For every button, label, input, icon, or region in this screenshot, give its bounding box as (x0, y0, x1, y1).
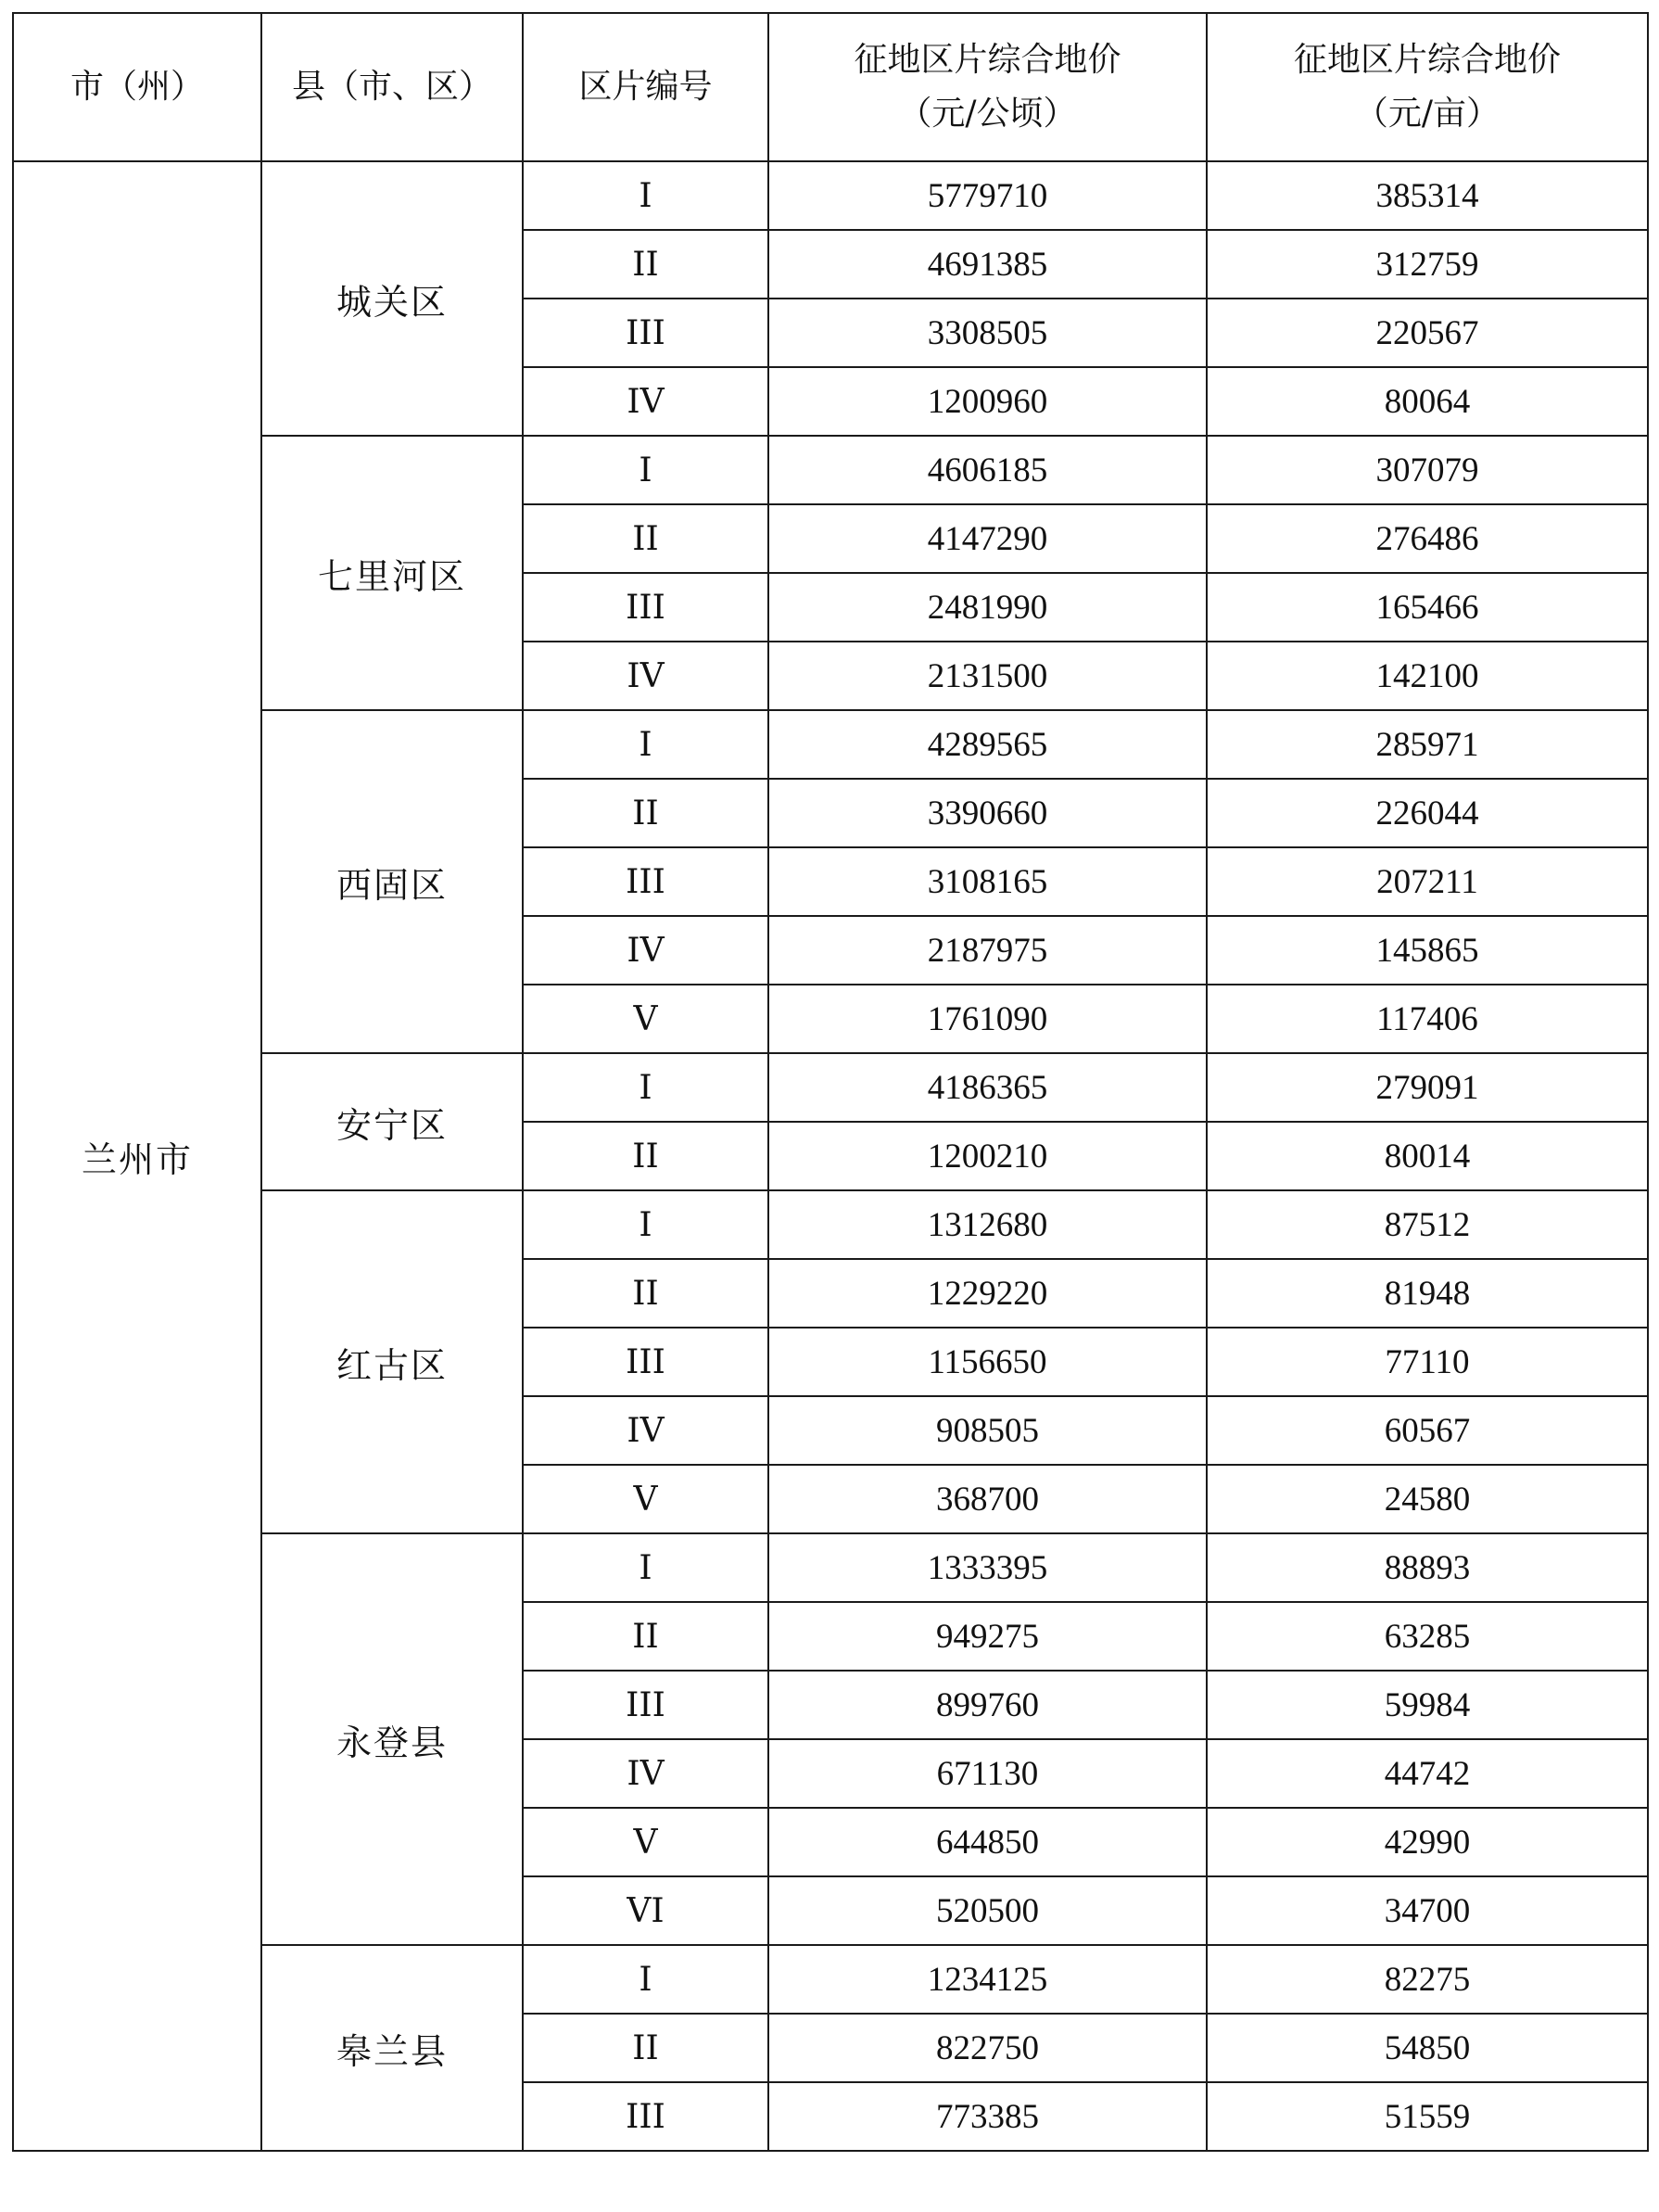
price-per-hectare-cell: 4147290 (768, 504, 1207, 573)
header-price-per-mu (1207, 13, 1648, 161)
price-per-mu-cell: 285971 (1207, 710, 1648, 779)
price-per-hectare-cell: 3108165 (768, 847, 1207, 916)
price-per-mu-cell: 307079 (1207, 436, 1648, 504)
price-per-mu-cell: 42990 (1207, 1808, 1648, 1876)
price-per-mu-cell: 80014 (1207, 1122, 1648, 1190)
price-per-hectare-cell: 822750 (768, 2014, 1207, 2082)
price-per-mu-cell: 44742 (1207, 1739, 1648, 1808)
price-per-mu-cell: 207211 (1207, 847, 1648, 916)
zone-number-cell: I (523, 710, 768, 779)
price-per-mu-cell: 82275 (1207, 1945, 1648, 2014)
price-per-hectare-cell: 899760 (768, 1671, 1207, 1739)
header-city: 市（州） (13, 13, 261, 161)
price-per-hectare-cell: 1156650 (768, 1328, 1207, 1396)
header-county: 县（市、区） (261, 13, 523, 161)
zone-number-cell: I (523, 1533, 768, 1602)
price-per-hectare-cell: 4606185 (768, 436, 1207, 504)
zone-number-cell: IV (523, 367, 768, 436)
price-per-mu-cell: 226044 (1207, 779, 1648, 847)
price-per-hectare-cell: 671130 (768, 1739, 1207, 1808)
zone-number-cell: II (523, 779, 768, 847)
price-per-hectare-cell: 773385 (768, 2082, 1207, 2151)
price-per-mu-cell: 63285 (1207, 1602, 1648, 1671)
zone-number-cell: III (523, 1328, 768, 1396)
price-per-mu-cell: 59984 (1207, 1671, 1648, 1739)
city-cell: 兰州市 (13, 161, 261, 2151)
header-price-mu-title: 征地区片综合地价 (1293, 41, 1561, 80)
zone-number-cell: I (523, 436, 768, 504)
header-price-mu-unit: （元/亩） (1354, 95, 1501, 133)
zone-number-cell: IV (523, 642, 768, 710)
zone-number-cell: II (523, 1259, 768, 1328)
county-cell: 西固区 (261, 710, 523, 1053)
price-per-mu-cell: 279091 (1207, 1053, 1648, 1122)
county-cell: 永登县 (261, 1533, 523, 1945)
price-per-hectare-cell: 4691385 (768, 230, 1207, 299)
price-per-hectare-cell: 1333395 (768, 1533, 1207, 1602)
price-per-hectare-cell: 3308505 (768, 299, 1207, 367)
price-per-hectare-cell: 908505 (768, 1396, 1207, 1465)
price-per-hectare-cell: 368700 (768, 1465, 1207, 1533)
price-per-mu-cell: 51559 (1207, 2082, 1648, 2151)
zone-number-cell: I (523, 1053, 768, 1122)
price-per-mu-cell: 145865 (1207, 916, 1648, 985)
county-cell: 七里河区 (261, 436, 523, 710)
header-zone: 区片编号 (523, 13, 768, 161)
zone-number-cell: V (523, 1465, 768, 1533)
zone-number-cell: III (523, 2082, 768, 2151)
zone-number-cell: II (523, 504, 768, 573)
zone-number-cell: III (523, 1671, 768, 1739)
price-per-hectare-cell: 2187975 (768, 916, 1207, 985)
table-row (13, 161, 1648, 230)
zone-number-cell: II (523, 1602, 768, 1671)
price-per-hectare-cell: 1200210 (768, 1122, 1207, 1190)
price-per-hectare-cell: 4289565 (768, 710, 1207, 779)
price-per-mu-cell: 142100 (1207, 642, 1648, 710)
price-per-mu-cell: 88893 (1207, 1533, 1648, 1602)
price-per-mu-cell: 87512 (1207, 1190, 1648, 1259)
price-per-mu-cell: 165466 (1207, 573, 1648, 642)
price-per-hectare-cell: 4186365 (768, 1053, 1207, 1122)
price-per-hectare-cell: 644850 (768, 1808, 1207, 1876)
price-per-hectare-cell: 2481990 (768, 573, 1207, 642)
price-per-mu-cell: 276486 (1207, 504, 1648, 573)
price-per-hectare-cell: 949275 (768, 1602, 1207, 1671)
price-per-mu-cell: 60567 (1207, 1396, 1648, 1465)
zone-number-cell: III (523, 299, 768, 367)
county-cell: 安宁区 (261, 1053, 523, 1190)
price-per-mu-cell: 385314 (1207, 161, 1648, 230)
zone-number-cell: III (523, 573, 768, 642)
zone-number-cell: II (523, 230, 768, 299)
header-price-per-hectare (768, 13, 1207, 161)
county-cell: 城关区 (261, 161, 523, 436)
county-cell: 皋兰县 (261, 1945, 523, 2151)
price-per-mu-cell: 220567 (1207, 299, 1648, 367)
price-per-mu-cell: 117406 (1207, 985, 1648, 1053)
price-per-mu-cell: 80064 (1207, 367, 1648, 436)
price-per-mu-cell: 77110 (1207, 1328, 1648, 1396)
price-per-hectare-cell: 3390660 (768, 779, 1207, 847)
table-body (13, 161, 1648, 2151)
zone-number-cell: II (523, 2014, 768, 2082)
zone-number-cell: VI (523, 1876, 768, 1945)
land-price-table (12, 12, 1649, 2152)
zone-number-cell: IV (523, 916, 768, 985)
price-per-mu-cell: 24580 (1207, 1465, 1648, 1533)
zone-number-cell: I (523, 1190, 768, 1259)
price-per-mu-cell: 81948 (1207, 1259, 1648, 1328)
county-cell: 红古区 (261, 1190, 523, 1533)
header-price-ha-unit: （元/公顷） (898, 95, 1077, 133)
price-per-hectare-cell: 1234125 (768, 1945, 1207, 2014)
zone-number-cell: I (523, 161, 768, 230)
header-row (13, 13, 1648, 161)
price-per-hectare-cell: 520500 (768, 1876, 1207, 1945)
price-per-hectare-cell: 1200960 (768, 367, 1207, 436)
price-per-hectare-cell: 1761090 (768, 985, 1207, 1053)
price-per-mu-cell: 54850 (1207, 2014, 1648, 2082)
price-per-mu-cell: 34700 (1207, 1876, 1648, 1945)
header-price-ha-title: 征地区片综合地价 (854, 41, 1121, 80)
price-per-mu-cell: 312759 (1207, 230, 1648, 299)
price-per-hectare-cell: 2131500 (768, 642, 1207, 710)
zone-number-cell: III (523, 847, 768, 916)
table-header (13, 13, 1648, 161)
zone-number-cell: IV (523, 1739, 768, 1808)
zone-number-cell: II (523, 1122, 768, 1190)
zone-number-cell: I (523, 1945, 768, 2014)
zone-number-cell: V (523, 985, 768, 1053)
price-per-hectare-cell: 5779710 (768, 161, 1207, 230)
zone-number-cell: V (523, 1808, 768, 1876)
price-per-hectare-cell: 1229220 (768, 1259, 1207, 1328)
zone-number-cell: IV (523, 1396, 768, 1465)
price-per-hectare-cell: 1312680 (768, 1190, 1207, 1259)
